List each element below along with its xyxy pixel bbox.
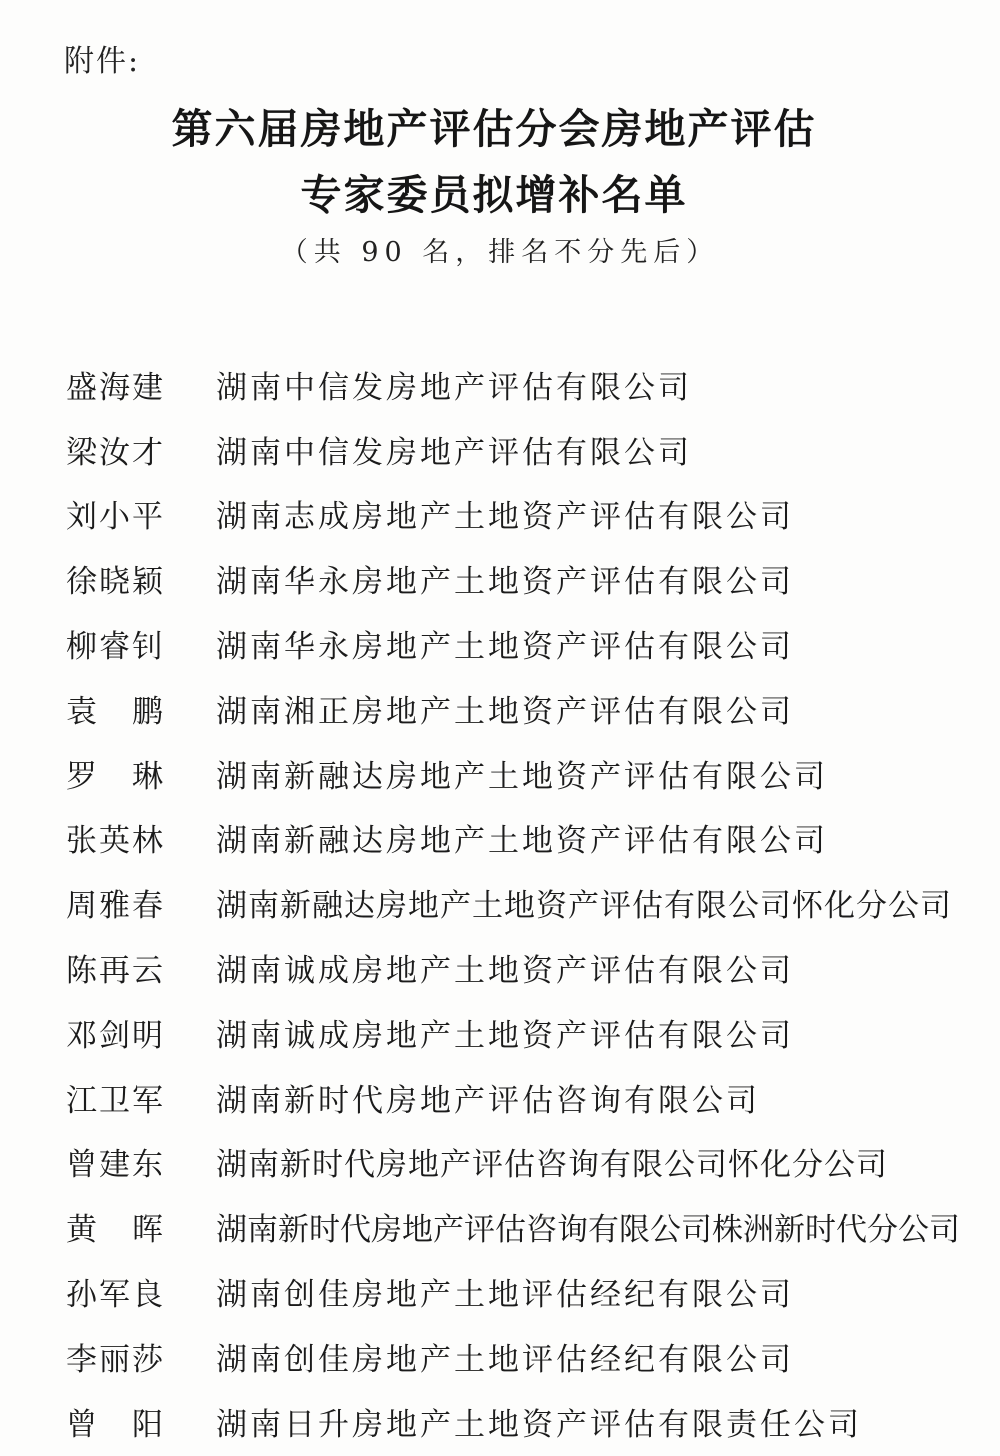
document-title-line2: 专家委员拟增补名单 — [300, 171, 688, 219]
member-company: 湖南新时代房地产评估咨询有限公司怀化分公司 — [216, 1147, 888, 1184]
member-company: 湖南华永房地产土地资产评估有限公司 — [216, 629, 794, 666]
roster-row — [66, 546, 966, 611]
roster-row — [66, 1324, 966, 1389]
member-company: 湖南日升房地产土地资产评估有限责任公司 — [216, 1406, 862, 1443]
member-company: 湖南诚成房地产土地资产评估有限公司 — [216, 1017, 794, 1054]
attachment-label: 附件: — [64, 44, 141, 79]
member-name: 张英林 — [66, 823, 165, 860]
roster-row — [66, 1194, 966, 1259]
roster-row — [66, 676, 966, 741]
member-name: 曾 阳 — [66, 1406, 165, 1443]
roster-row — [66, 1389, 966, 1454]
roster-row — [66, 1065, 966, 1130]
roster-row — [66, 741, 966, 806]
member-company: 湖南中信发房地产评估有限公司 — [216, 369, 692, 406]
member-company: 湖南新时代房地产评估咨询有限公司 — [216, 1082, 760, 1119]
document-subtitle: （共 90 名，排名不分先后） — [280, 237, 720, 268]
member-name: 柳睿钊 — [66, 629, 165, 666]
member-company: 湖南志成房地产土地资产评估有限公司 — [216, 499, 794, 536]
member-name: 江卫军 — [66, 1082, 165, 1119]
roster-row — [66, 417, 966, 482]
member-company: 湖南湘正房地产土地资产评估有限公司 — [216, 693, 794, 730]
member-name: 徐晓颖 — [66, 564, 165, 601]
roster-row — [66, 1130, 966, 1195]
member-company: 湖南新时代房地产评估咨询有限公司株洲新时代分公司 — [216, 1212, 960, 1249]
member-company: 湖南华永房地产土地资产评估有限公司 — [216, 564, 794, 601]
member-name: 陈再云 — [66, 953, 165, 990]
roster-row — [66, 935, 966, 1000]
roster-row — [66, 482, 966, 547]
member-name: 盛海建 — [66, 369, 165, 406]
member-name: 曾建东 — [66, 1147, 165, 1184]
member-company: 湖南新融达房地产土地资产评估有限公司 — [216, 758, 828, 795]
member-name: 黄 晖 — [66, 1212, 165, 1249]
roster-row — [66, 352, 966, 417]
member-company: 湖南新融达房地产土地资产评估有限公司怀化分公司 — [216, 888, 952, 925]
roster-row — [66, 611, 966, 676]
member-name: 孙军良 — [66, 1277, 165, 1314]
roster-row — [66, 870, 966, 935]
member-name: 邓剑明 — [66, 1017, 165, 1054]
roster-row — [66, 1259, 966, 1324]
member-roster — [66, 352, 966, 1454]
member-name: 李丽莎 — [66, 1341, 165, 1378]
member-name: 梁汝才 — [66, 434, 165, 471]
member-company: 湖南中信发房地产评估有限公司 — [216, 434, 692, 471]
member-company: 湖南创佳房地产土地评估经纪有限公司 — [216, 1277, 794, 1314]
member-company: 湖南创佳房地产土地评估经纪有限公司 — [216, 1341, 794, 1378]
roster-row — [66, 1000, 966, 1065]
member-name: 刘小平 — [66, 499, 165, 536]
member-company: 湖南新融达房地产土地资产评估有限公司 — [216, 823, 828, 860]
member-name: 罗 琳 — [66, 758, 165, 795]
document-title-line1: 第六届房地产评估分会房地产评估 — [171, 105, 817, 153]
member-name: 周雅春 — [66, 888, 165, 925]
member-name: 袁 鹏 — [66, 693, 165, 730]
member-company: 湖南诚成房地产土地资产评估有限公司 — [216, 953, 794, 990]
roster-row — [66, 806, 966, 871]
